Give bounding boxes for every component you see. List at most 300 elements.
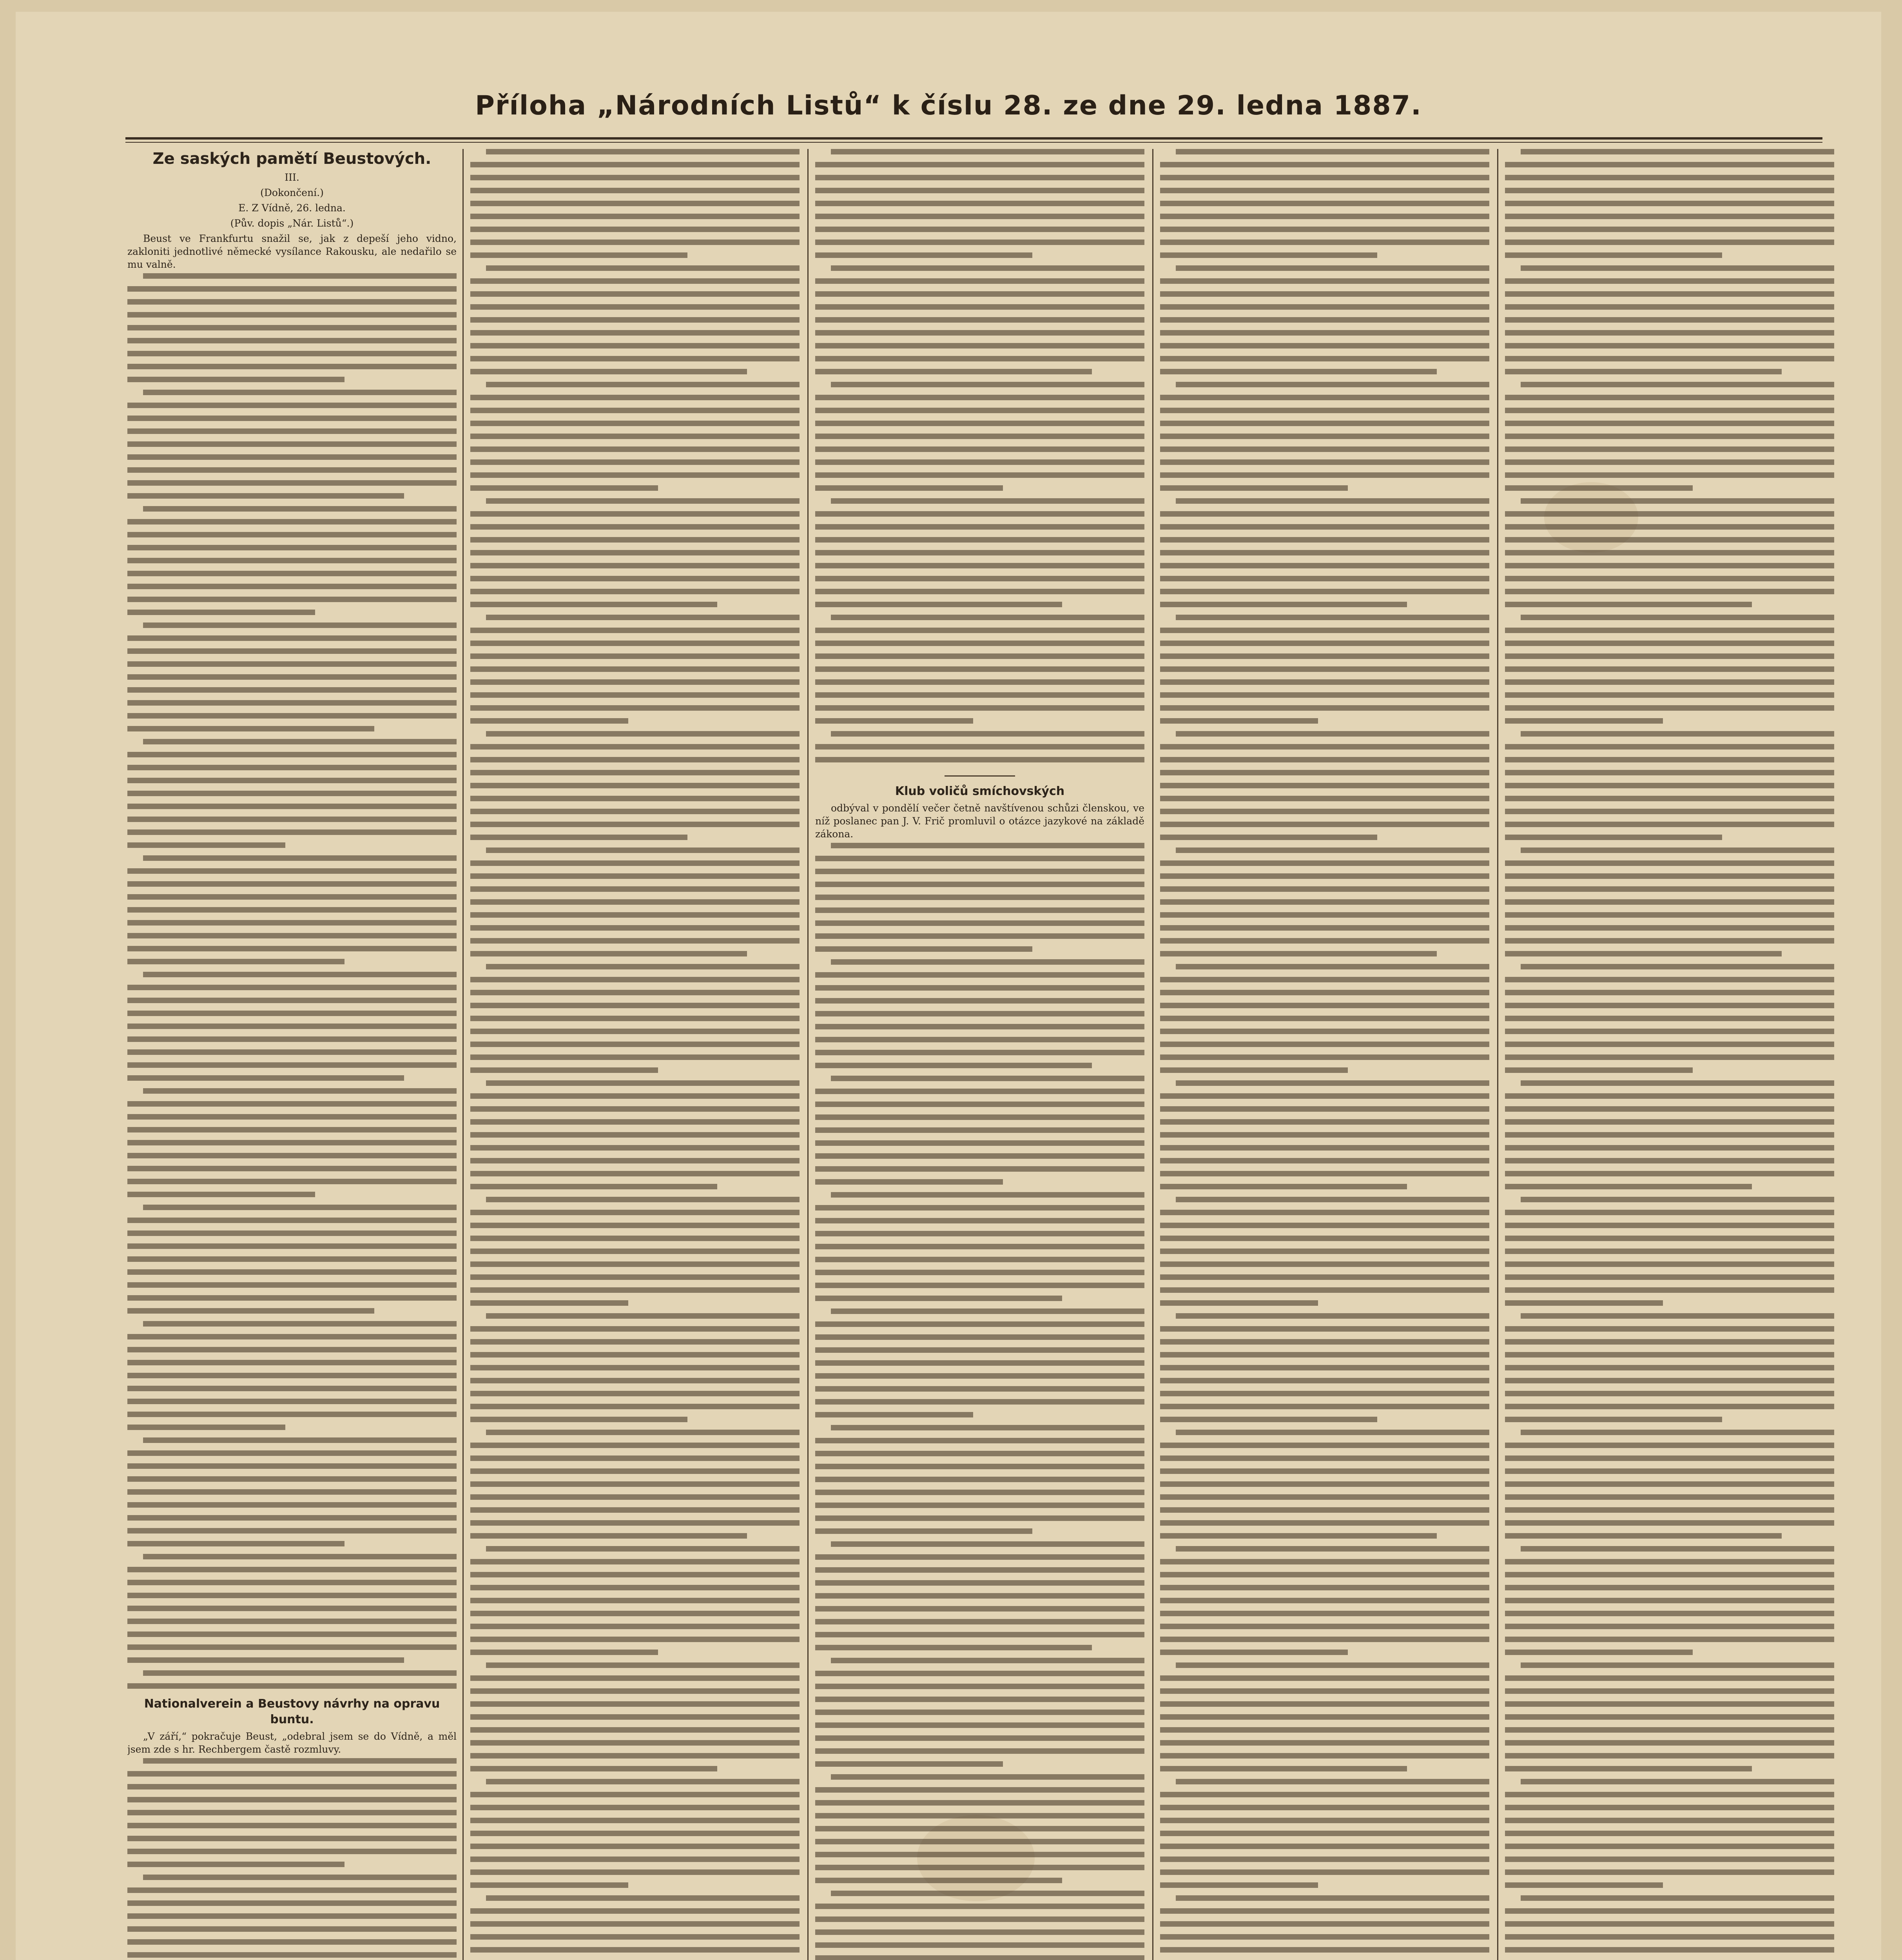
text-line <box>1521 1313 1834 1319</box>
text-line <box>1160 1792 1489 1797</box>
text-line <box>815 1037 1144 1042</box>
text-line <box>127 416 457 421</box>
text-line <box>127 454 457 460</box>
text-line <box>1505 1171 1834 1176</box>
text-line <box>815 1283 1144 1288</box>
column-5 <box>1505 149 1834 1960</box>
text-line <box>1160 860 1489 866</box>
text-line <box>815 998 1144 1004</box>
article-dateline: E. Z Vídně, 26. ledna. <box>238 202 346 214</box>
text-line <box>127 312 457 318</box>
column-rule <box>462 149 464 1960</box>
text-line <box>470 459 800 465</box>
text-line <box>1505 783 1834 788</box>
text-line <box>1160 537 1489 543</box>
text-line <box>1505 679 1834 685</box>
text-line <box>127 817 457 822</box>
text-line <box>815 1360 1144 1366</box>
text-line <box>815 1231 1144 1236</box>
text-line <box>1505 641 1834 646</box>
text-line <box>1505 1455 1834 1461</box>
text-line <box>470 1766 717 1771</box>
text-line <box>1505 1093 1834 1099</box>
text-line <box>127 1230 457 1236</box>
text-line <box>1505 796 1834 801</box>
text-line <box>127 1399 457 1404</box>
text-line <box>831 1774 1144 1780</box>
text-line <box>127 1619 457 1624</box>
text-line <box>1160 201 1489 206</box>
text-line <box>815 1490 1144 1495</box>
text-line <box>127 1243 457 1249</box>
text-line <box>1160 1223 1489 1228</box>
text-line <box>127 597 457 602</box>
text-line <box>815 757 1144 762</box>
text-line <box>1505 1559 1834 1564</box>
text-line <box>1521 848 1834 853</box>
text-line <box>1160 1003 1489 1008</box>
text-line <box>127 1036 457 1042</box>
text-line <box>470 977 800 982</box>
text-line <box>1160 1844 1489 1849</box>
text-line <box>1160 796 1489 801</box>
text-line <box>815 1645 1092 1650</box>
text-line <box>815 1127 1144 1133</box>
text-line <box>470 1688 800 1694</box>
text-line <box>1160 1805 1489 1810</box>
text-line <box>815 485 1003 491</box>
text-line <box>815 524 1144 530</box>
text-line <box>815 1787 1144 1793</box>
text-line <box>1505 252 1722 258</box>
text-line <box>815 576 1144 581</box>
text-line <box>815 1554 1144 1560</box>
text-line <box>127 351 457 356</box>
text-line <box>1505 1947 1834 1953</box>
text-line <box>127 881 457 887</box>
text-line <box>127 1797 457 1802</box>
text-line <box>1505 1106 1834 1112</box>
text-line <box>470 1455 800 1461</box>
text-line <box>470 1171 800 1176</box>
text-line <box>143 1875 457 1880</box>
text-line <box>815 511 1144 517</box>
text-line <box>1160 1145 1489 1151</box>
text-line <box>815 1114 1144 1120</box>
text-line <box>127 1347 457 1352</box>
text-line <box>470 175 800 180</box>
text-line <box>815 1140 1144 1146</box>
text-line <box>815 278 1144 284</box>
text-line <box>1505 1300 1663 1306</box>
text-line <box>1160 718 1318 724</box>
text-line <box>815 1024 1144 1029</box>
text-line <box>815 641 1144 646</box>
text-line <box>1505 524 1834 530</box>
text-line <box>1505 356 1834 361</box>
article-lead: Beust ve Frankfurtu snažil se, jak z depeší jeho vidno, zakloniti jednotlivé německé vysílance Rakousku, ale nedařilo se mu valně. <box>127 233 457 270</box>
text-line <box>127 480 457 486</box>
article-title: Ze saských pamětí Beustových. <box>152 150 432 168</box>
text-line <box>143 739 457 744</box>
text-line <box>1521 265 1834 271</box>
text-line <box>815 330 1144 336</box>
text-line <box>815 356 1144 361</box>
text-line <box>1505 1611 1834 1616</box>
text-line <box>1505 1287 1834 1293</box>
text-line <box>815 589 1144 594</box>
text-line <box>1160 317 1489 323</box>
text-line <box>1160 1455 1489 1461</box>
text-line <box>1505 718 1663 724</box>
text-line <box>1521 149 1834 154</box>
text-line <box>831 382 1144 387</box>
text-line <box>1160 912 1489 918</box>
text-line <box>1160 1727 1489 1733</box>
text-line <box>470 240 800 245</box>
text-line <box>815 1813 1144 1818</box>
article-title: Nationalverein a Beustovy návrhy na opravu buntu. <box>144 1697 440 1726</box>
text-line <box>470 1443 800 1448</box>
text-line <box>1505 1805 1834 1810</box>
text-line <box>127 1913 457 1919</box>
text-line <box>1160 1494 1489 1500</box>
text-line <box>470 899 800 905</box>
text-line <box>1505 278 1834 284</box>
text-line <box>1505 550 1834 555</box>
text-line <box>815 856 1144 861</box>
text-line <box>470 1701 800 1707</box>
text-line <box>127 1952 457 1958</box>
text-line <box>1160 666 1489 672</box>
text-line <box>470 796 800 801</box>
text-line <box>815 1296 1062 1301</box>
text-line <box>1505 459 1834 465</box>
text-line <box>831 1891 1144 1896</box>
text-line <box>815 252 1032 258</box>
text-line <box>1160 472 1489 478</box>
text-line <box>470 692 800 698</box>
text-line <box>1176 265 1489 271</box>
text-line <box>1160 278 1489 284</box>
text-line <box>1505 317 1834 323</box>
text-line <box>470 1611 800 1616</box>
text-line <box>127 1567 457 1572</box>
text-line <box>470 718 628 724</box>
text-line <box>1521 964 1834 969</box>
text-line <box>486 1197 800 1202</box>
text-line <box>1176 498 1489 504</box>
text-line <box>1160 511 1489 517</box>
text-line <box>127 1412 457 1417</box>
text-line <box>470 1753 800 1759</box>
header-rule-thin <box>125 142 1822 143</box>
text-line <box>470 822 800 827</box>
text-line <box>1505 1054 1834 1060</box>
text-line <box>1160 524 1489 530</box>
text-line <box>127 752 457 757</box>
text-line <box>1160 1300 1318 1306</box>
text-line <box>815 972 1144 978</box>
text-line <box>1160 1106 1489 1112</box>
text-line <box>127 1166 457 1171</box>
text-line <box>1505 873 1834 879</box>
text-line <box>470 330 800 336</box>
text-line <box>1160 1067 1348 1073</box>
text-line <box>127 1282 457 1288</box>
text-line <box>1176 1895 1489 1901</box>
text-line <box>127 1192 315 1197</box>
text-line <box>815 304 1144 310</box>
text-line <box>1160 1042 1489 1047</box>
text-line <box>127 1218 457 1223</box>
text-line <box>127 1771 457 1777</box>
text-line <box>1505 1857 1834 1862</box>
article-source: (Pův. dopis „Nár. Listů“.) <box>230 218 354 229</box>
text-line <box>1521 1430 1834 1435</box>
text-line <box>1505 1650 1693 1655</box>
text-line <box>1505 912 1834 918</box>
text-line <box>1160 1391 1489 1396</box>
text-line <box>127 1823 457 1828</box>
text-line <box>470 227 800 232</box>
text-line <box>127 1075 404 1081</box>
text-line <box>127 635 457 641</box>
text-line <box>470 990 800 995</box>
text-line <box>470 304 800 310</box>
text-line <box>127 1784 457 1789</box>
text-line <box>470 783 800 788</box>
text-line <box>1160 1339 1489 1345</box>
text-line <box>1160 1766 1407 1771</box>
text-line <box>127 1644 457 1650</box>
text-line <box>1176 964 1489 969</box>
text-line <box>470 1507 800 1513</box>
body-text <box>815 149 1144 768</box>
text-line <box>1505 408 1834 413</box>
text-line <box>470 1520 800 1526</box>
text-line <box>815 744 1144 750</box>
text-line <box>470 1869 800 1875</box>
text-line <box>831 843 1144 848</box>
text-line <box>1160 1054 1489 1060</box>
text-line <box>815 882 1144 887</box>
text-line <box>127 364 457 369</box>
text-line <box>1160 395 1489 400</box>
text-line <box>127 829 457 835</box>
text-line <box>1160 809 1489 814</box>
text-line <box>470 252 687 258</box>
text-line <box>470 1145 800 1151</box>
text-line <box>1505 1404 1834 1409</box>
text-line <box>1160 990 1489 995</box>
text-line <box>1160 744 1489 750</box>
text-line <box>470 485 658 491</box>
text-line <box>1160 1650 1348 1655</box>
text-line <box>127 661 457 667</box>
text-line <box>470 1844 800 1849</box>
text-line <box>815 985 1144 991</box>
text-line <box>127 985 457 990</box>
text-line <box>127 532 457 537</box>
text-line <box>1160 227 1489 232</box>
text-line <box>1505 692 1834 698</box>
text-line <box>1160 1857 1489 1862</box>
text-line <box>1505 666 1834 672</box>
text-line <box>470 628 800 633</box>
text-line <box>470 550 800 555</box>
text-line <box>815 1671 1144 1676</box>
text-line <box>815 1735 1144 1741</box>
text-line <box>127 1580 457 1585</box>
text-line <box>1505 835 1722 840</box>
text-line <box>1505 1727 1834 1733</box>
text-line <box>127 687 457 693</box>
text-line <box>1160 1947 1489 1953</box>
text-line <box>1505 925 1834 931</box>
text-line <box>470 1947 800 1953</box>
text-line <box>815 1399 1144 1405</box>
text-line <box>143 1437 457 1443</box>
text-line <box>1160 1365 1489 1370</box>
text-line <box>127 1900 457 1906</box>
text-line <box>1505 886 1834 892</box>
text-line <box>815 343 1144 348</box>
text-line <box>815 1179 1003 1185</box>
text-line <box>143 622 457 628</box>
text-line <box>127 558 457 563</box>
text-line <box>127 1062 457 1068</box>
text-line <box>143 1321 457 1327</box>
text-line <box>470 1067 658 1073</box>
text-line <box>127 700 457 706</box>
text-line <box>1160 1675 1489 1681</box>
text-line <box>127 1308 374 1314</box>
text-line <box>1505 1792 1834 1797</box>
text-line <box>470 770 800 775</box>
text-line <box>1160 369 1437 374</box>
text-line <box>815 408 1144 413</box>
text-line <box>815 666 1144 672</box>
text-line <box>1505 1818 1834 1823</box>
text-line <box>1505 1274 1834 1280</box>
text-line <box>1160 1481 1489 1487</box>
text-line <box>470 938 800 944</box>
text-line <box>1160 1688 1489 1694</box>
text-line <box>1160 679 1489 685</box>
text-line <box>1521 1197 1834 1202</box>
text-line <box>1505 369 1782 374</box>
text-line <box>1505 576 1834 581</box>
text-line <box>127 1657 404 1663</box>
text-line <box>486 1430 800 1435</box>
text-line <box>486 382 800 387</box>
text-line <box>1505 705 1834 711</box>
text-line <box>831 1541 1144 1547</box>
text-line <box>127 726 374 731</box>
text-line <box>127 998 457 1003</box>
text-line <box>470 1792 800 1797</box>
text-line <box>470 1326 800 1332</box>
text-line <box>1160 770 1489 775</box>
text-line <box>127 804 457 809</box>
text-line <box>1521 731 1834 737</box>
text-line <box>1160 1520 1489 1526</box>
text-line <box>1505 511 1834 517</box>
text-line <box>1160 1934 1489 1940</box>
text-line <box>470 343 800 348</box>
text-line <box>1160 343 1489 348</box>
text-line <box>470 835 687 840</box>
text-line <box>1505 602 1752 607</box>
text-line <box>1505 227 1834 232</box>
text-line <box>470 1093 800 1099</box>
text-line <box>1505 304 1834 310</box>
text-line <box>1505 1624 1834 1629</box>
text-line <box>1505 1507 1834 1513</box>
text-line <box>470 1016 800 1021</box>
text-line <box>470 1831 800 1836</box>
text-line <box>831 498 1144 504</box>
text-line <box>1160 291 1489 297</box>
text-line <box>1505 291 1834 297</box>
text-line <box>1505 1067 1693 1073</box>
text-line <box>486 1080 800 1086</box>
text-line <box>470 1740 800 1746</box>
text-line <box>127 1862 344 1867</box>
text-line <box>815 628 1144 633</box>
article-lead: „V září,“ pokračuje Beust, „odebral jsem se do Vídně, a měl jsem zde s hr. Rechbergem častě rozmluvy. <box>127 1731 457 1755</box>
text-line <box>1160 240 1489 245</box>
text-line <box>470 1572 800 1577</box>
text-line <box>127 1425 285 1430</box>
text-line <box>470 369 747 374</box>
text-line <box>127 1502 457 1508</box>
text-line <box>831 1308 1144 1314</box>
text-line <box>1160 1417 1377 1422</box>
text-line <box>1160 692 1489 698</box>
text-line <box>1160 356 1489 361</box>
body-text <box>470 149 800 1960</box>
text-line <box>470 1365 800 1370</box>
text-line <box>127 894 457 900</box>
text-line <box>470 395 800 400</box>
text-line <box>1160 1249 1489 1254</box>
text-line <box>127 493 404 499</box>
text-line <box>815 162 1144 167</box>
text-line <box>815 1166 1144 1172</box>
text-line <box>815 1373 1144 1379</box>
text-line <box>470 757 800 762</box>
text-line <box>1505 1003 1834 1008</box>
text-line <box>815 1580 1144 1586</box>
text-line <box>470 1805 800 1810</box>
text-line <box>1160 1882 1318 1888</box>
text-line <box>1160 886 1489 892</box>
text-line <box>1505 744 1834 750</box>
text-line <box>127 1887 457 1893</box>
text-line <box>1505 201 1834 206</box>
text-line <box>815 1878 1062 1883</box>
text-line <box>815 1386 1144 1392</box>
text-line <box>1160 628 1489 633</box>
text-line <box>1505 1391 1834 1396</box>
text-line <box>470 472 800 478</box>
article-separator <box>945 775 1015 777</box>
text-line <box>470 576 800 581</box>
text-line <box>1160 1184 1407 1189</box>
text-line <box>815 446 1144 452</box>
